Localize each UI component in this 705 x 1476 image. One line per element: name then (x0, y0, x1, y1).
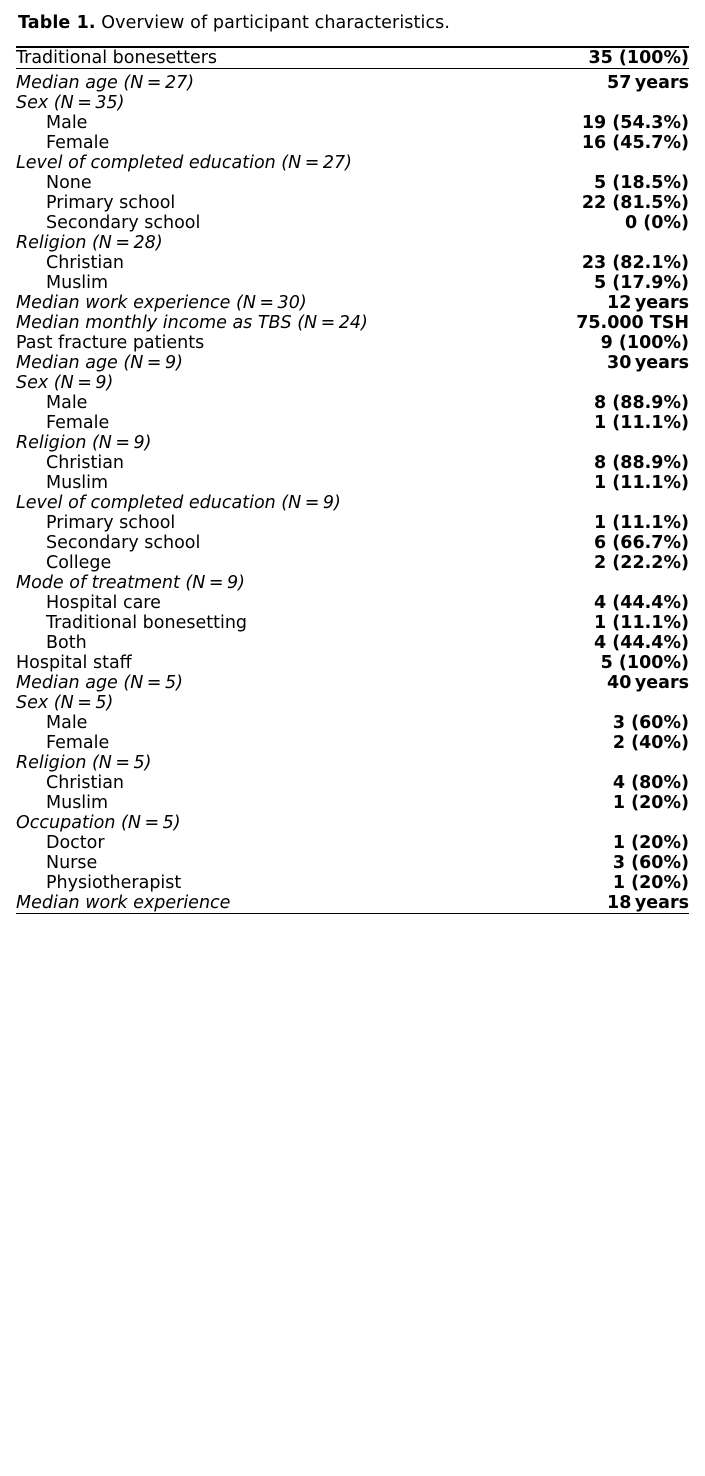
table-row (16, 693, 689, 713)
header-value-cell: 35 (100%) (433, 47, 689, 69)
table-row (16, 553, 689, 573)
row-label: Median work experience (16, 892, 231, 913)
row-value: 18 years (607, 892, 689, 913)
row-label: Level of completed education (N = 9) (16, 492, 341, 513)
row-label: Female (46, 132, 110, 153)
row-label: Median age (N = 5) (16, 672, 183, 693)
table-row (16, 673, 689, 693)
table-row (16, 633, 689, 653)
row-label: Muslim (46, 792, 109, 813)
row-value: 19 (54.3%) (581, 112, 689, 133)
row-value: 2 (40%) (612, 732, 689, 753)
row-value: 1 (20%) (612, 832, 689, 853)
table-row (16, 93, 689, 113)
row-value: 4 (44.4%) (594, 592, 689, 613)
header-label-cell: Traditional bonesetters (16, 47, 433, 69)
footer-rule-row (16, 913, 689, 916)
row-value (433, 693, 689, 713)
row-label: Hospital staff (16, 652, 132, 673)
caption-label: Table 1. (18, 13, 96, 33)
table-row (16, 213, 689, 233)
table-row (16, 233, 689, 253)
row-value: 75.000 TSH (576, 312, 689, 333)
table-row (16, 753, 689, 773)
row-label: Median work experience (N = 30) (16, 292, 307, 313)
row-label: Doctor (46, 832, 105, 853)
table-row (16, 413, 689, 433)
table-row (16, 173, 689, 193)
row-label: Past fracture patients (16, 332, 205, 353)
row-value (433, 813, 689, 833)
table-row (16, 153, 689, 173)
row-value: 1 (11.1%) (594, 412, 689, 433)
table-row (16, 293, 689, 313)
row-value: 12 years (607, 292, 689, 313)
row-label: Sex (N = 9) (16, 372, 114, 393)
table-row (16, 813, 689, 833)
row-label: Sex (N = 5) (16, 692, 114, 713)
row-label: Primary school (46, 512, 176, 533)
table-row (16, 113, 689, 133)
row-value (433, 493, 689, 513)
row-value: 8 (88.9%) (594, 452, 689, 473)
row-label: Median age (N = 27) (16, 72, 195, 93)
row-label: Primary school (46, 192, 176, 213)
row-value: 2 (22.2%) (594, 552, 689, 573)
table-row (16, 493, 689, 513)
row-label: Christian (46, 452, 125, 473)
row-label: Traditional bonesetting (46, 612, 248, 633)
row-value (433, 233, 689, 253)
row-label: Nurse (46, 852, 98, 873)
row-value: 1 (20%) (612, 792, 689, 813)
row-label: Mode of treatment (N = 9) (16, 572, 245, 593)
table-row (16, 513, 689, 533)
table-row (16, 773, 689, 793)
row-label: Median monthly income as TBS (N = 24) (16, 312, 368, 333)
row-label: Religion (N = 9) (16, 432, 152, 453)
row-label: Female (46, 732, 110, 753)
table-row (16, 253, 689, 273)
row-value (433, 373, 689, 393)
table-row (16, 373, 689, 393)
table-row (16, 133, 689, 153)
row-value: 5 (18.5%) (594, 172, 689, 193)
row-value: 30 years (607, 352, 689, 373)
row-value (433, 93, 689, 113)
row-value: 5 (17.9%) (594, 272, 689, 293)
row-label: Physiotherapist (46, 872, 182, 893)
row-label: Median age (N = 9) (16, 352, 183, 373)
row-label: Muslim (46, 472, 109, 493)
table-row (16, 353, 689, 373)
table-row (16, 533, 689, 553)
row-value: 1 (11.1%) (594, 512, 689, 533)
row-value: 5 (100%) (600, 652, 689, 673)
row-label: Secondary school (46, 212, 201, 233)
row-value (433, 433, 689, 453)
row-value: 3 (60%) (612, 852, 689, 873)
row-label: College (46, 552, 112, 573)
row-label: Male (46, 712, 88, 733)
table-row (16, 453, 689, 473)
table-row (16, 713, 689, 733)
row-value: 4 (80%) (612, 772, 689, 793)
table-footer (16, 913, 689, 916)
table-rows (16, 73, 689, 914)
table-row (16, 873, 689, 893)
row-label: Muslim (46, 272, 109, 293)
row-value: 23 (82.1%) (581, 252, 689, 273)
row-value: 3 (60%) (612, 712, 689, 733)
row-label: Religion (N = 28) (16, 232, 163, 253)
row-value: 1 (11.1%) (594, 472, 689, 493)
footer-rule (16, 913, 689, 916)
row-label: Both (46, 632, 87, 653)
table-row (16, 333, 689, 353)
row-label: Sex (N = 35) (16, 92, 125, 113)
table-row (16, 893, 689, 914)
table-row (16, 193, 689, 213)
table-row (16, 613, 689, 633)
row-value: 6 (66.7%) (594, 532, 689, 553)
row-label: Christian (46, 772, 125, 793)
table-body (16, 47, 689, 73)
table-row (16, 273, 689, 293)
row-value: 9 (100%) (600, 332, 689, 353)
row-value: 40 years (607, 672, 689, 693)
row-value: 1 (20%) (612, 872, 689, 893)
row-label: Secondary school (46, 532, 201, 553)
row-value (433, 153, 689, 173)
row-value: 8 (88.9%) (594, 392, 689, 413)
row-value: 57 years (607, 72, 689, 93)
row-label: Male (46, 112, 88, 133)
table-caption (18, 12, 689, 36)
table-row (16, 593, 689, 613)
table-row (16, 393, 689, 413)
row-value (433, 573, 689, 593)
table-row (16, 73, 689, 93)
table-row (16, 473, 689, 493)
row-label: Hospital care (46, 592, 161, 613)
table-row (16, 833, 689, 853)
table-row (16, 573, 689, 593)
row-value (433, 753, 689, 773)
row-label: Religion (N = 5) (16, 752, 152, 773)
table-row (16, 313, 689, 333)
table-row (16, 793, 689, 813)
row-label: Level of completed education (N = 27) (16, 152, 352, 173)
row-label: Occupation (N = 5) (16, 812, 181, 833)
row-value: 16 (45.7%) (581, 132, 689, 153)
row-value: 4 (44.4%) (594, 632, 689, 653)
row-value: 1 (11.1%) (594, 612, 689, 633)
row-label: None (46, 172, 92, 193)
row-label: Female (46, 412, 110, 433)
participant-characteristics-table (16, 46, 689, 916)
row-value: 0 (0%) (625, 212, 689, 233)
table-row (16, 433, 689, 453)
caption-text: Overview of participant characteristics. (101, 13, 451, 33)
table-row (16, 733, 689, 753)
table-row (16, 853, 689, 873)
row-label: Christian (46, 252, 125, 273)
row-value: 22 (81.5%) (581, 192, 689, 213)
table-row (16, 653, 689, 673)
table-header-row (16, 47, 689, 69)
row-label: Male (46, 392, 88, 413)
